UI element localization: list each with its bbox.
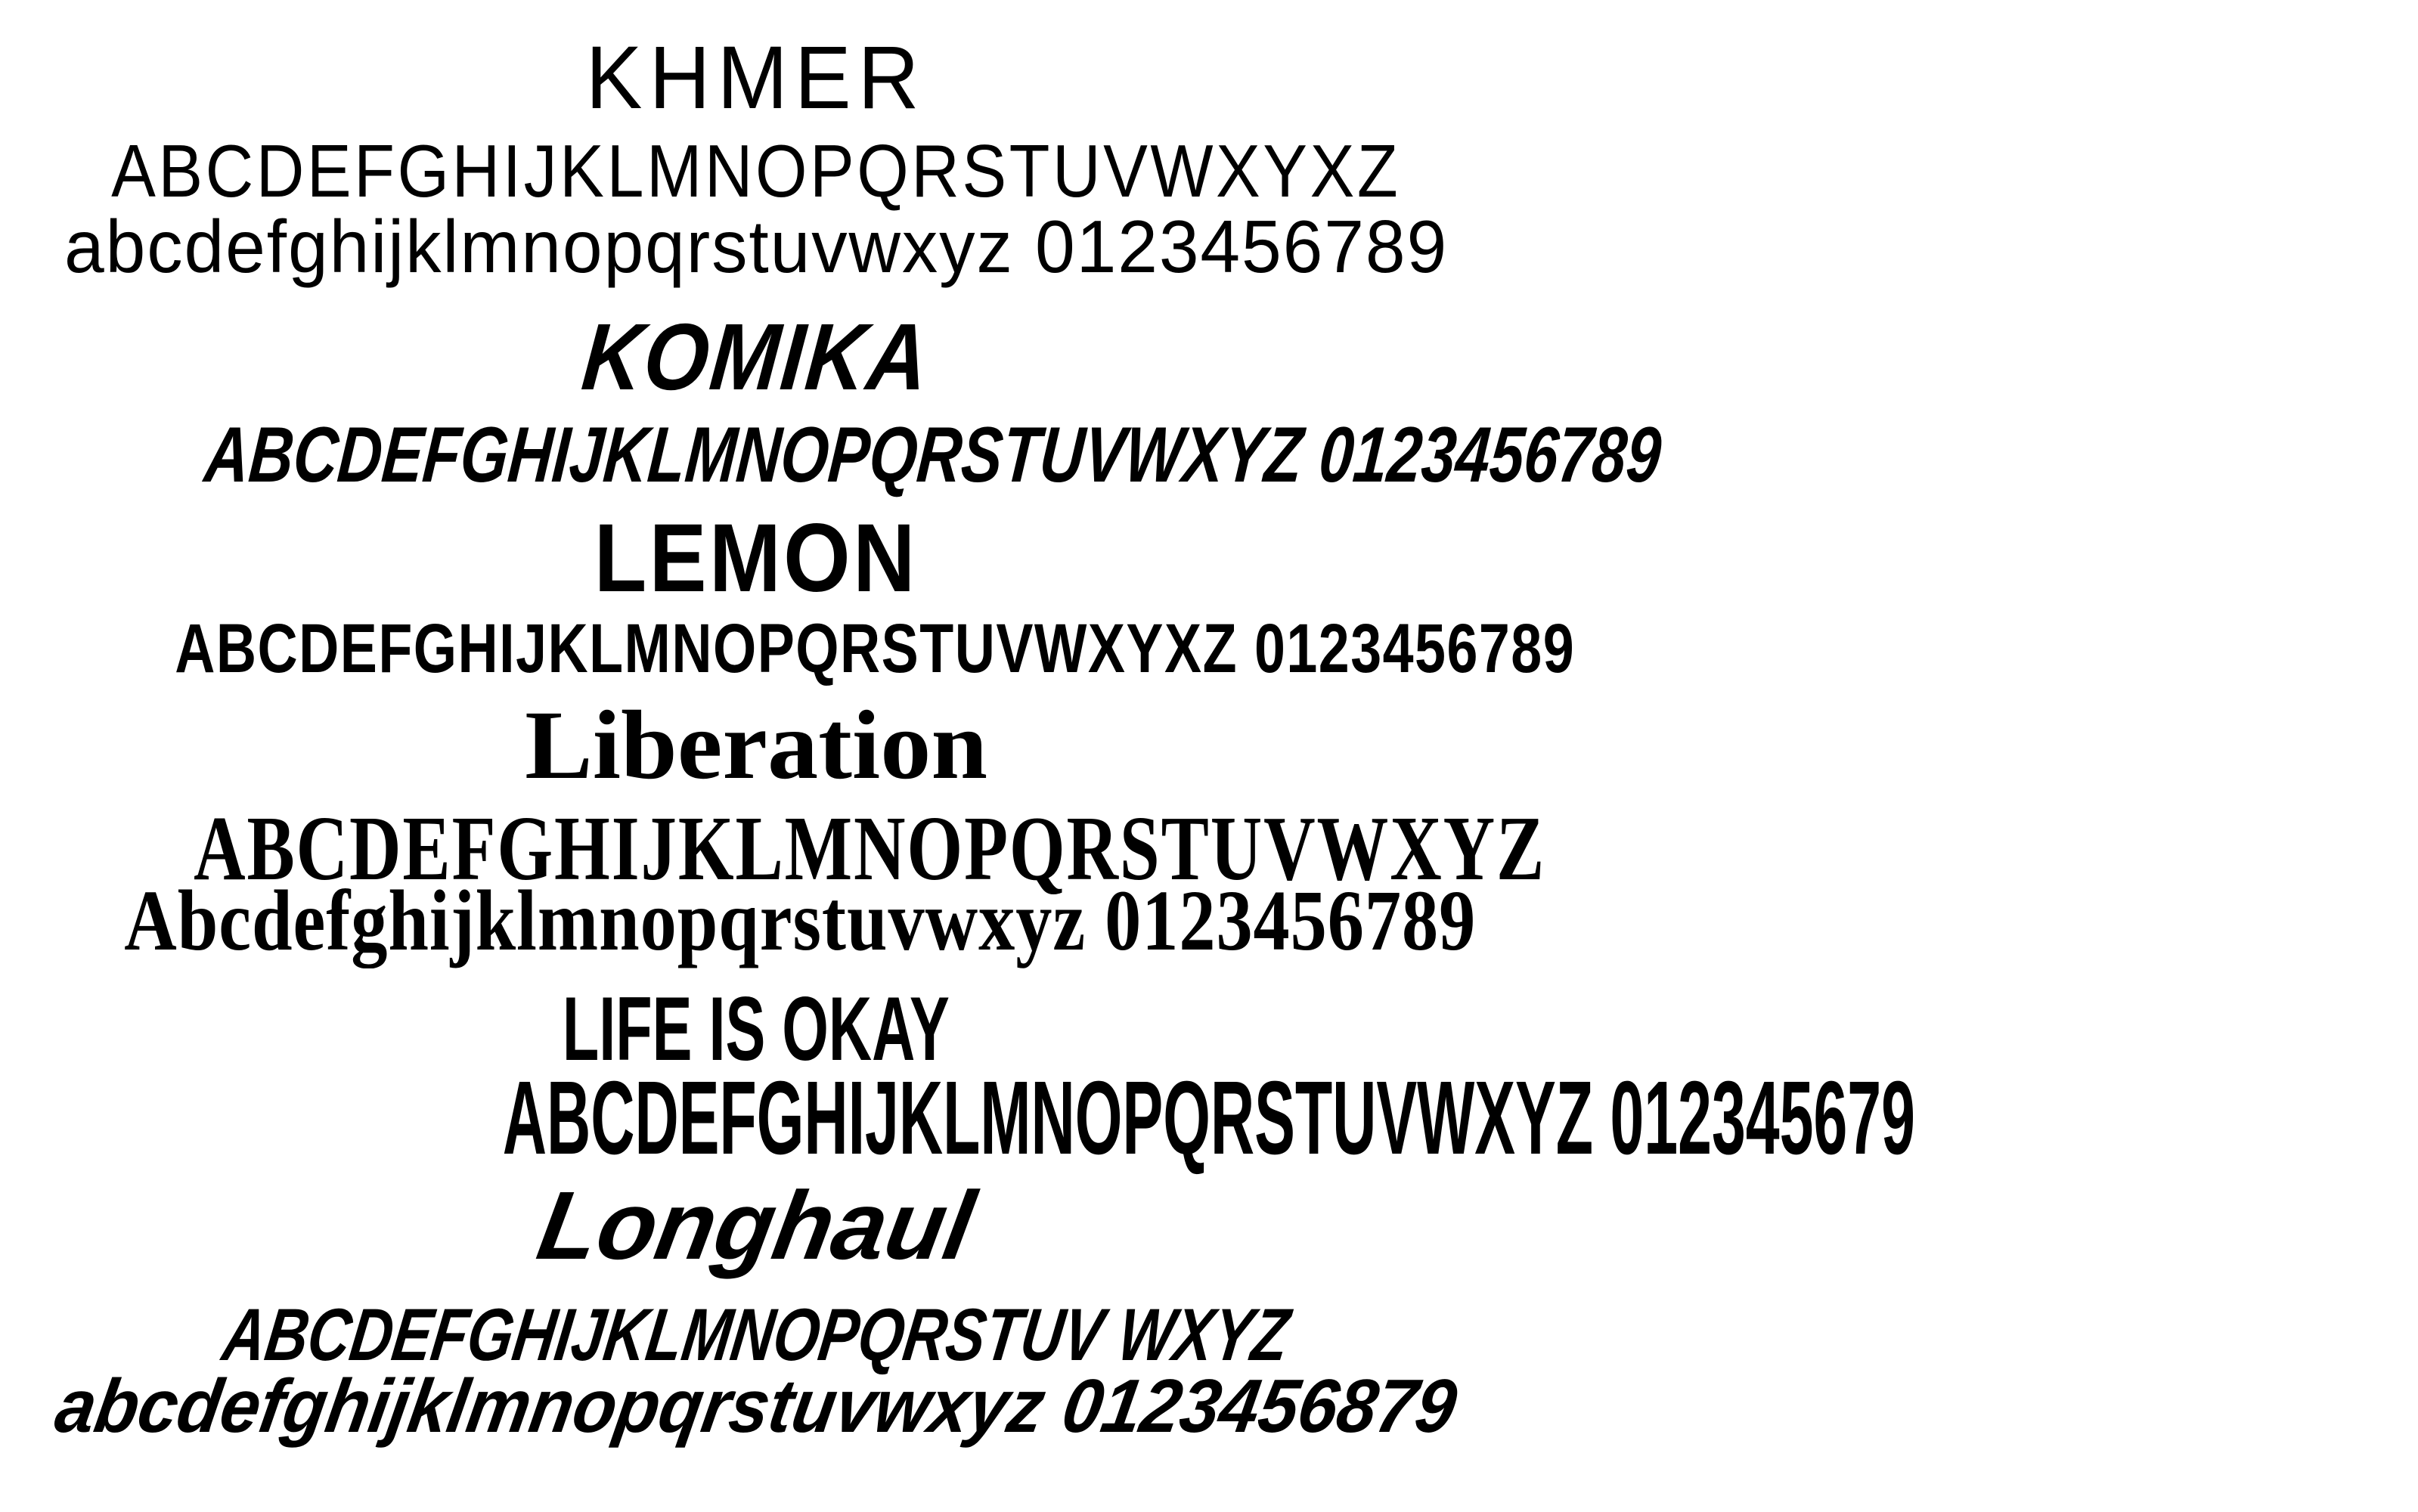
- komika-uppercase-digits-line: [0, 411, 1665, 499]
- liberation-lowercase-digits-line: [0, 872, 1512, 968]
- liberation-title-text: Liberation: [525, 691, 987, 800]
- liberation-lowercase-digits-text: Abcdefghijklmnopqrstuvwxyz 0123456789: [124, 872, 1477, 968]
- lemon-uppercase-digits-text: ABCDEFGHIJKLMNOPQRSTUVWXYXZ 0123456789: [175, 610, 1576, 687]
- khmer-lowercase-digits-line: [0, 205, 1512, 288]
- khmer-title-text: KHMER: [585, 28, 927, 128]
- liberation-uppercase-text: ABCDEFGHIJKLMNOPQRSTUVWXYZ: [194, 798, 1546, 900]
- life-is-okay-uppercase-digits-text: ABCDEFGHIJKLMNOPQRSTUVWXYZ 012345679: [502, 1060, 1915, 1176]
- komika-title: [0, 305, 1512, 410]
- lemon-uppercase-digits-line: [0, 610, 1576, 687]
- liberation-title: [0, 691, 1512, 800]
- longhaul-lowercase-digits-line: [0, 1364, 1512, 1448]
- lemon-title-text: LEMON: [594, 504, 918, 612]
- komika-title-text: KOMIKA: [578, 305, 935, 410]
- longhaul-title-text: Longhaul: [530, 1172, 982, 1280]
- khmer-title: [0, 28, 1512, 128]
- longhaul-title: [0, 1172, 1512, 1280]
- khmer-lowercase-digits-text: abcdefghijklmnopqrstuvwxyz 0123456789: [64, 205, 1449, 288]
- life-is-okay-uppercase-digits-line: [0, 1060, 1915, 1176]
- khmer-uppercase-line: [0, 129, 1512, 212]
- longhaul-uppercase-line: [0, 1293, 1512, 1376]
- lemon-title: [0, 504, 1512, 612]
- longhaul-lowercase-digits-text: abcdefghijklmnopqrstuvwxyz 0123456879: [49, 1364, 1463, 1448]
- longhaul-uppercase-text: ABCDEFGHIJKLMNOPQRSTUV WXYZ: [218, 1293, 1294, 1376]
- khmer-uppercase-text: ABCDEFGHIJKLMNOPQRSTUVWXYXZ: [111, 129, 1401, 212]
- life-is-okay-title-text: LIFE IS OKAY: [562, 978, 950, 1080]
- komika-uppercase-digits-text: ABCDEFGHIJKLMNOPQRSTUVWXYZ 0123456789: [201, 411, 1665, 499]
